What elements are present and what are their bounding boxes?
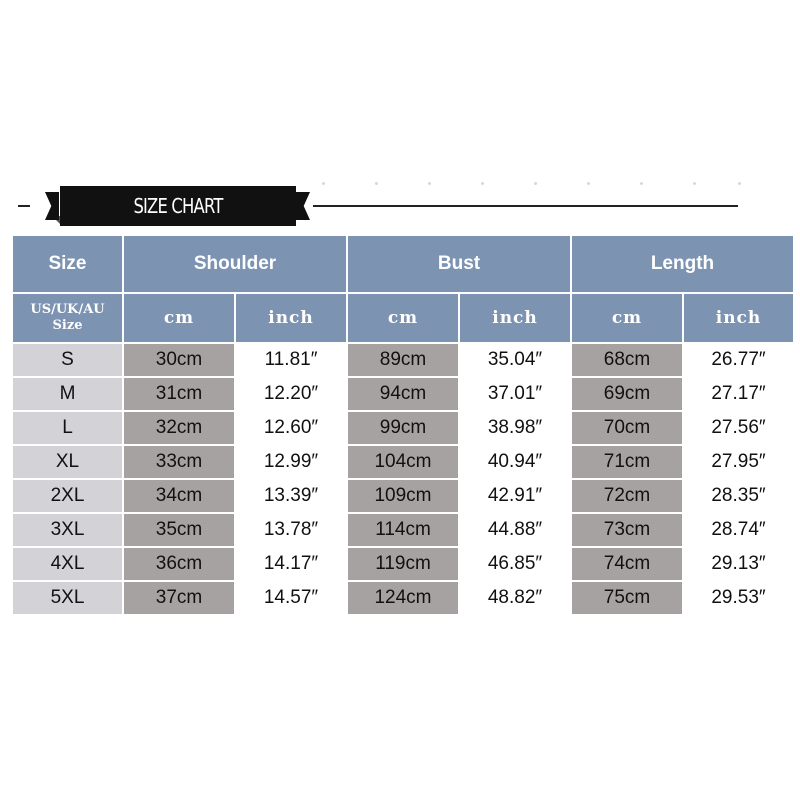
subheader-size-line2: Size — [52, 318, 83, 333]
shoulder-inch-value: 13.78″ — [236, 514, 346, 546]
length-inch-value: 27.56″ — [684, 412, 793, 444]
length-inch-value: 28.35″ — [684, 480, 793, 512]
banner-title: SIZE CHART — [133, 194, 223, 218]
length-cm-value: 71cm — [572, 446, 682, 478]
length-cm-value: 74cm — [572, 548, 682, 580]
ribbon-tail-right — [296, 192, 310, 220]
shoulder-cm-value: 34cm — [124, 480, 234, 512]
length-inch-value: 27.17″ — [684, 378, 793, 410]
bust-cm-value: 124cm — [348, 582, 458, 614]
bust-inch-value: 38.98″ — [460, 412, 570, 444]
shoulder-cm-value: 31cm — [124, 378, 234, 410]
bust-inch-value: 48.82″ — [460, 582, 570, 614]
guide-dot — [587, 182, 590, 185]
bust-cm-value: 99cm — [348, 412, 458, 444]
guide-dot — [481, 182, 484, 185]
bust-cm-value: 94cm — [348, 378, 458, 410]
guide-dot — [738, 182, 741, 185]
header-size: Size — [13, 236, 122, 292]
length-inch-value: 28.74″ — [684, 514, 793, 546]
guide-dot — [640, 182, 643, 185]
length-cm-value: 72cm — [572, 480, 682, 512]
size-label: 2XL — [13, 480, 122, 512]
bust-cm-value: 104cm — [348, 446, 458, 478]
banner-left-dash — [18, 205, 30, 207]
shoulder-inch-value: 12.20″ — [236, 378, 346, 410]
header-bust: Bust — [348, 236, 570, 292]
length-inch-value: 26.77″ — [684, 344, 793, 376]
size-table — [13, 236, 781, 614]
shoulder-cm-value: 33cm — [124, 446, 234, 478]
length-cm-value: 68cm — [572, 344, 682, 376]
ribbon-tail-left — [45, 192, 59, 220]
bust-inch-value: 46.85″ — [460, 548, 570, 580]
subheader-shoulder-inch: inch — [236, 294, 346, 342]
shoulder-cm-value: 30cm — [124, 344, 234, 376]
header-length: Length — [572, 236, 793, 292]
size-label: 5XL — [13, 582, 122, 614]
banner-right-rule — [313, 205, 738, 207]
size-label: XL — [13, 446, 122, 478]
size-label: M — [13, 378, 122, 410]
header-shoulder: Shoulder — [124, 236, 346, 292]
size-label: 4XL — [13, 548, 122, 580]
length-cm-value: 75cm — [572, 582, 682, 614]
bust-inch-value: 42.91″ — [460, 480, 570, 512]
bust-cm-value: 119cm — [348, 548, 458, 580]
shoulder-inch-value: 13.39″ — [236, 480, 346, 512]
guide-dot — [322, 182, 325, 185]
shoulder-cm-value: 32cm — [124, 412, 234, 444]
guide-dot — [428, 182, 431, 185]
size-label: 3XL — [13, 514, 122, 546]
shoulder-inch-value: 12.99″ — [236, 446, 346, 478]
guide-dot — [534, 182, 537, 185]
shoulder-cm-value: 35cm — [124, 514, 234, 546]
length-inch-value: 27.95″ — [684, 446, 793, 478]
length-cm-value: 69cm — [572, 378, 682, 410]
length-inch-value: 29.13″ — [684, 548, 793, 580]
length-cm-value: 70cm — [572, 412, 682, 444]
subheader-shoulder-cm: cm — [124, 294, 234, 342]
subheader-size-line1: US/UK/AU — [30, 302, 105, 317]
guide-dot — [375, 182, 378, 185]
bust-cm-value: 89cm — [348, 344, 458, 376]
shoulder-inch-value: 12.60″ — [236, 412, 346, 444]
bust-inch-value: 44.88″ — [460, 514, 570, 546]
subheader-length-cm: cm — [572, 294, 682, 342]
bust-cm-value: 114cm — [348, 514, 458, 546]
guide-dot — [693, 182, 696, 185]
size-label: S — [13, 344, 122, 376]
shoulder-inch-value: 14.57″ — [236, 582, 346, 614]
bust-inch-value: 40.94″ — [460, 446, 570, 478]
length-cm-value: 73cm — [572, 514, 682, 546]
bust-inch-value: 35.04″ — [460, 344, 570, 376]
size-label: L — [13, 412, 122, 444]
shoulder-cm-value: 36cm — [124, 548, 234, 580]
shoulder-inch-value: 14.17″ — [236, 548, 346, 580]
shoulder-inch-value: 11.81″ — [236, 344, 346, 376]
subheader-size-region — [13, 294, 122, 342]
subheader-bust-cm: cm — [348, 294, 458, 342]
subheader-length-inch: inch — [684, 294, 793, 342]
bust-cm-value: 109cm — [348, 480, 458, 512]
subheader-bust-inch: inch — [460, 294, 570, 342]
bust-inch-value: 37.01″ — [460, 378, 570, 410]
length-inch-value: 29.53″ — [684, 582, 793, 614]
shoulder-cm-value: 37cm — [124, 582, 234, 614]
